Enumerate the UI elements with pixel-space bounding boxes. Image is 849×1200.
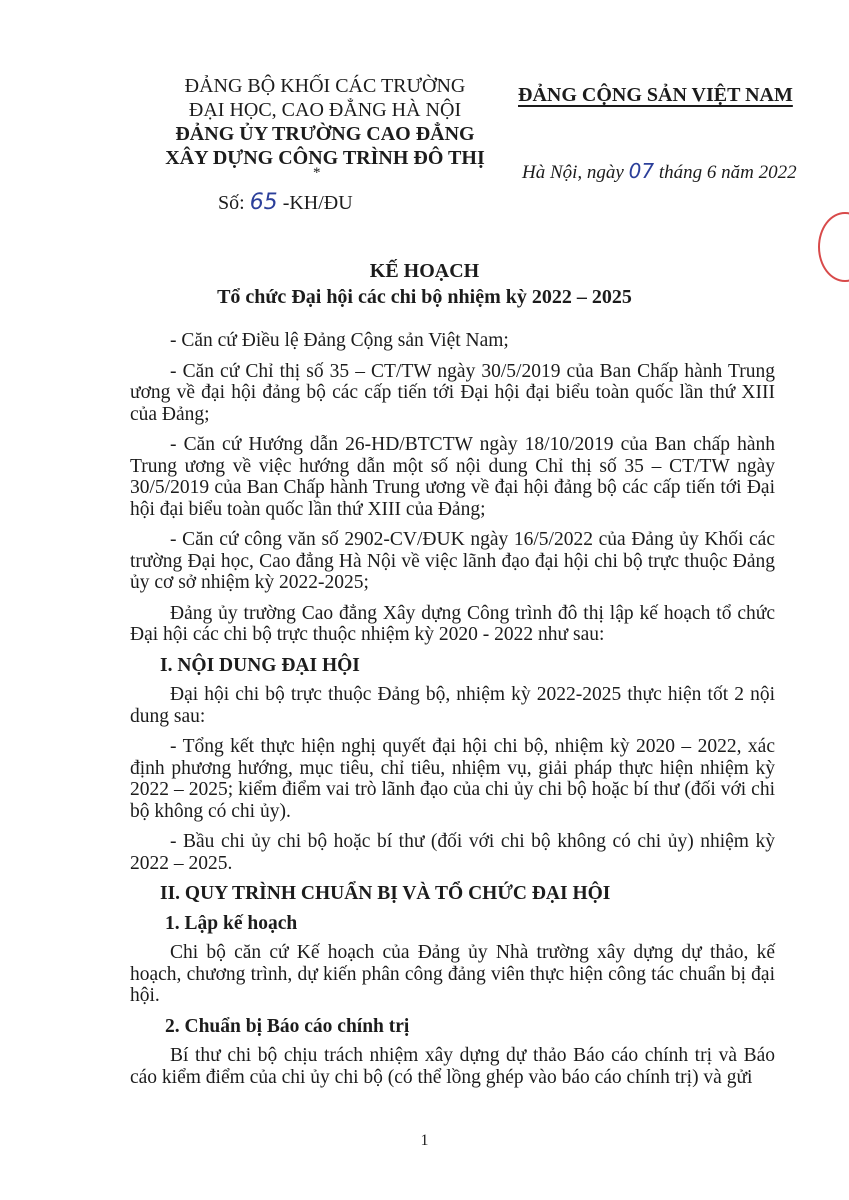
handwritten-day: 07: [628, 159, 655, 183]
org-line-3: ĐẢNG ỦY TRƯỜNG CAO ĐẲNG: [175, 123, 475, 145]
date-prefix: Hà Nội, ngày: [522, 162, 624, 183]
date-suffix: tháng 6 năm 2022: [658, 162, 797, 183]
issuing-organization: [135, 74, 515, 170]
page-number: 1: [420, 1132, 429, 1149]
paragraph: Đảng ủy trường Cao đẳng Xây dựng Công trình đô thị lập kế hoạch tổ chức Đại hội các chi bộ trực thuộc nhiệm kỳ 2020 - 2022 như sau:: [130, 602, 775, 645]
number-suffix: -KH/ĐU: [282, 192, 353, 214]
document-body: [130, 330, 775, 1097]
paragraph: Đại hội chi bộ trực thuộc Đảng bộ, nhiệm kỳ 2022-2025 thực hiện tốt 2 nội dung sau:: [130, 684, 775, 727]
title-sub: Tổ chức Đại hội các chi bộ nhiệm kỳ 2022 – 2025: [217, 286, 632, 308]
handwritten-number: 65: [249, 190, 278, 215]
number-prefix: Số:: [218, 192, 245, 214]
document-number: [218, 190, 353, 215]
org-line-1: ĐẢNG BỘ KHỐI CÁC TRƯỜNG: [184, 75, 466, 97]
document-title: [0, 258, 849, 310]
paragraph: - Bầu chi ủy chi bộ hoặc bí thư (đối với chi bộ không có chi ủy) nhiệm kỳ 2022 – 2025.: [130, 831, 775, 874]
paragraph: Chi bộ căn cứ Kế hoạch của Đảng ủy Nhà trường xây dựng dự thảo, kế hoạch, chương trình, dự kiến phân công đảng viên thực hiện công tác chuẩn bị đại hội.: [130, 942, 775, 1006]
section-heading-II: II. QUY TRÌNH CHUẨN BỊ VÀ TỔ CHỨC ĐẠI HỘI: [160, 883, 611, 904]
star-mark: *: [313, 165, 321, 181]
title-main: KẾ HOẠCH: [369, 260, 480, 282]
issue-date: [522, 159, 797, 184]
org-line-2: ĐẠI HỌC, CAO ĐẲNG HÀ NỘI: [188, 99, 462, 121]
paragraph: - Căn cứ Hướng dẫn 26-HD/BTCTW ngày 18/10/2019 của Ban chấp hành Trung ương về việc hướng dẫn một số nội dung Chỉ thị số 35 – CT/TW ngày 30/5/2019 của Ban Chấp hành Trung ương về đại hội đảng bộ các cấp tiến tới Đại hội đại biểu toàn quốc lần thứ XIII của Đảng;: [130, 434, 775, 520]
org-line-4: XÂY DỰNG CÔNG TRÌNH ĐÔ THỊ: [165, 147, 485, 169]
paragraph: - Tổng kết thực hiện nghị quyết đại hội chi bộ, nhiệm kỳ 2020 – 2022, xác định phương hướng, mục tiêu, chỉ tiêu, nhiệm vụ, giải pháp thực hiện nhiệm kỳ 2022 – 2025; kiểm điểm vai trò lãnh đạo của chi ủy chi bộ hoặc bí thư (đối với chi bộ không có chi ủy).: [130, 736, 775, 822]
paragraph: - Căn cứ Điều lệ Đảng Cộng sản Việt Nam;: [170, 330, 509, 351]
subsection-heading-1: 1. Lập kế hoạch: [165, 912, 298, 934]
paragraph: - Căn cứ Chỉ thị số 35 – CT/TW ngày 30/5/2019 của Ban Chấp hành Trung ương về đại hội đảng bộ các cấp tiến tới Đại hội đại biểu toàn quốc lần thứ XIII của Đảng;: [130, 360, 775, 425]
section-heading-I: I. NỘI DUNG ĐẠI HỘI: [160, 654, 360, 676]
subsection-heading-2: 2. Chuẩn bị Báo cáo chính trị: [165, 1015, 410, 1037]
paragraph: Bí thư chi bộ chịu trách nhiệm xây dựng dự thảo Báo cáo chính trị và Báo cáo kiểm điểm của chi ủy chi bộ (có thể lồng ghép vào báo cáo chính trị) và gửi: [130, 1045, 775, 1088]
party-name: ĐẢNG CỘNG SẢN VIỆT NAM: [518, 84, 793, 106]
paragraph: - Căn cứ công văn số 2902-CV/ĐUK ngày 16/5/2022 của Đảng ủy Khối các trường Đại học, Cao đẳng Hà Nội về việc lãnh đạo đại hội chi bộ trực thuộc Đảng ủy cơ sở nhiệm kỳ 2022-2025;: [130, 529, 775, 593]
